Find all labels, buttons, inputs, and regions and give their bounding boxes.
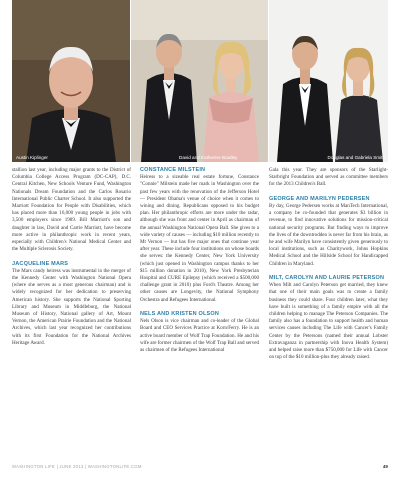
paragraph: stallion last year, including major grants to the District of Columbia College Access Program (DC-CAP), D.C. Central Kitchen, New Schools Venture Fund, Washington Nationals Dream Foundation and the Carlos Rosario International Public Charter School. It also supported the Marriott Foundation for People with Disabilities, which has placed more than 16,000 young people in jobs with 3,500 employers since 1989. Bill Marriott's son and daughter in law, David and Carrie Marriott, have become more active in philanthropic work in recent years, especially with Children's National Medical Center and the Multiple Sclerosis Society. bbox=[12, 167, 131, 253]
paragraph: The Mars candy heiress was instrumental in the merger of the Kennedy Center with Washington National Opera (where she serves as a most generous chairman) and is widely recognized for her dedication to preserving American history. She supports the National Sporting Library and Museum in Middleburg, the National Museum of History, National gallery of Art, Mount Vernon, the American Prairie Foundation and the National Archives, which last year recognized her contributions with its first Foundation for the National Archives Heritage Award. bbox=[12, 267, 131, 346]
portrait-image bbox=[269, 0, 388, 162]
column-1 bbox=[12, 167, 131, 347]
footer-publication: WASHINGTON LIFE | JUNE 2013 | WASHINGTONLIFE.COM bbox=[12, 464, 142, 469]
photo-austin-kiplinger bbox=[12, 0, 130, 162]
paragraph: Gala this year. They are sponsors of the Starlight-Starbright Foundation and served as committee members for the 2013 Children's Ball. bbox=[269, 167, 388, 188]
column-2 bbox=[140, 167, 259, 354]
photo-caption: Douglas and Gabriela Smith bbox=[327, 155, 385, 160]
portrait-image bbox=[131, 0, 268, 162]
photo-douglas-gabriela-smith bbox=[269, 0, 388, 162]
photo-strip bbox=[12, 0, 388, 162]
page-number: 49 bbox=[382, 464, 388, 469]
section-heading: JACQUELINE MARS bbox=[12, 260, 69, 267]
photo-caption: Austin Kiplinger bbox=[16, 155, 48, 160]
photo-david-katherine-bradley bbox=[131, 0, 268, 162]
paragraph: Nels Olson is vice chairman and co-leader of the Global Board and CEO Services Practice at Korn/Ferry. He is an active board member of Wolf Trap Foundation. He and his wife are former chairmen of the Wolf Trap Ball and served as chairmen of the Refugees International bbox=[140, 318, 259, 354]
section-heading: NELS AND KRISTEN OLSON bbox=[140, 311, 220, 318]
photo-caption: David and Katherine Bradley bbox=[179, 155, 238, 160]
article-body bbox=[12, 167, 388, 453]
paragraph: By day, George Pedersen works at ManTech International, a company he co-founded that generates $3 billion in revenue, to find innovative solutions for mission-critical national security programs. But finding ways to improve the lives of the downtrodden is never far from his brain, as he and wife Marilyn have consistently given generously to local institutions, such as Charitywork, Johns Hopkins Medical School and the Hillside School for Handicapped Children in Maryland. bbox=[269, 203, 388, 267]
page-footer bbox=[12, 464, 388, 472]
section-heading: CONSTANCE MILSTEIN bbox=[140, 167, 206, 173]
portrait-image bbox=[12, 0, 130, 162]
column-3 bbox=[269, 167, 388, 361]
section-heading: MILT, CAROLYN AND LAURIE PETERSON bbox=[269, 275, 385, 282]
paragraph: When Milt and Carolyn Peterson get married, they knew that one of their main goals was to create a family business they could share. Four children later, what they have built is something of a family empire with all the children helping to manage The Peterson Companies. The family also has a foundation to support health and human services causes including The Life with Cancer's Family Center by the Petersons (named their annual Lobster Extravaganza in partnership with Inova Health System) and helped raise more than $750,000 for Life with Cancer on top of the $10 million-plus they already raised. bbox=[269, 282, 388, 361]
paragraph: Heiress to a sizeable real estate fortune, Constance "Connie" Milstein made her mark in Washington over the past few years with the renovation of the Jefferson Hotel — President Obama's venue of choice when it comes to wining and dining. Republicans opposed to his budget plan. Her philanthropic efforts are more under the radar, although she was front and center in April as chairman of the annual Washington National Opera Ball. She gives to a wide variety of causes — including $10 million recently to Mt Vernon — but has five major ones that continue year after year. These include four institutions on whose boards she serves: the Kennedy Center, New York University (which just opened in Washington campus thanks to her $15 million donation in 2010), New York Presbyterian Hospital and CURE Epilepsy (which received a $500,000 challenge grant in 2010) plus Ford's Theatre. Among her other causes are Longevity, the National Symphony Orchestra and Refugees International. bbox=[140, 174, 259, 303]
section-heading: GEORGE AND MARILYN PEDERSEN bbox=[269, 195, 370, 202]
